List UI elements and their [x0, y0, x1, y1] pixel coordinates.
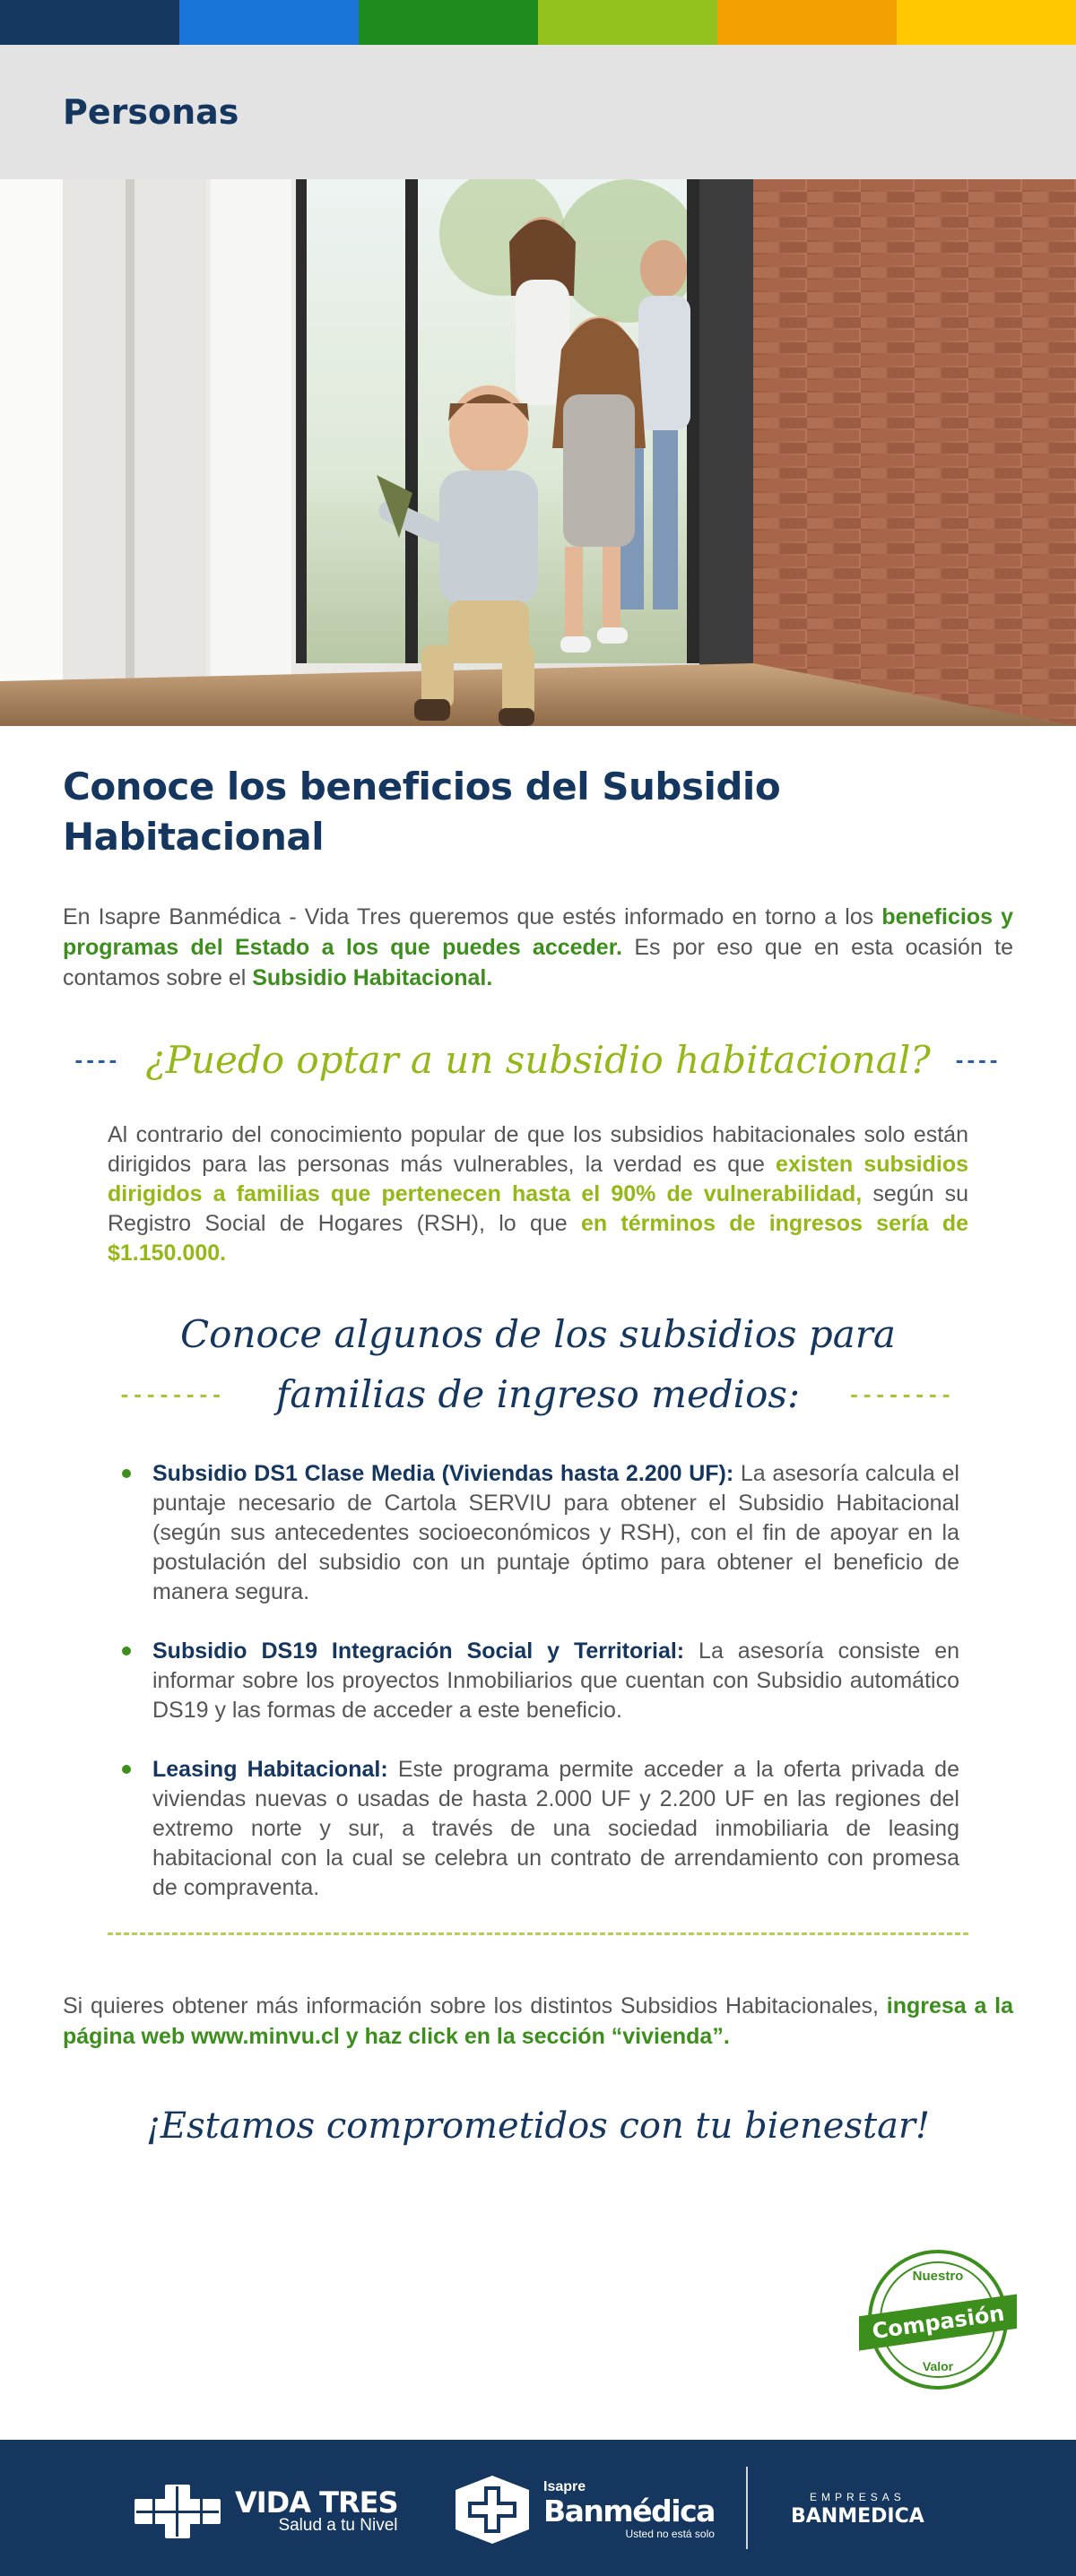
color-bar-segment — [717, 0, 897, 45]
vidatres-logo[interactable] — [134, 2485, 398, 2538]
subsidy-title: Leasing Habitacional: — [152, 1757, 388, 1782]
vidatres-wordmark — [235, 2485, 398, 2535]
subsidies-heading-row — [63, 1372, 1013, 1416]
family-photo-illustration — [0, 179, 1076, 726]
closing-text: Si quieres obtener más información sobre los distintos Subsidios Habitacionales, — [63, 1993, 887, 2018]
eligibility-highlight: en términos de ingresos sería de $1.150.000. — [108, 1211, 969, 1266]
list-item — [117, 1637, 959, 1725]
empresas-banmedica-logo[interactable] — [791, 2490, 924, 2529]
list-item — [117, 1459, 959, 1607]
color-bar-segment — [179, 0, 359, 45]
color-bar-segment — [359, 0, 538, 45]
decorative-dashes: ---- — [74, 1045, 121, 1073]
closing-paragraph — [63, 1991, 1013, 2052]
banmedica-title: Banmédica — [543, 2494, 715, 2528]
footer — [0, 2440, 1076, 2576]
eligibility-highlight: existen subsidios dirigidos a familias que pertenecen hasta el 90% de vulnerabilidad, — [108, 1152, 968, 1206]
intro-text: Es por eso que en esta ocasión te contamos sobre el — [63, 935, 1013, 990]
intro-highlight: Subsidio Habitacional. — [252, 965, 493, 990]
decorative-dashes: -------- — [850, 1380, 956, 1407]
eligibility-text: según su Registro Social de Hogares (RSH), lo que — [108, 1181, 969, 1236]
subsidy-title: Subsidio DS1 Clase Media (Viviendas hasta 2.200 UF): — [152, 1461, 734, 1486]
slogan: ¡Estamos comprometidos con tu bienestar! — [145, 2105, 931, 2147]
decorative-dashes: -------- — [120, 1380, 226, 1407]
banmedica-isapre: Isapre — [543, 2479, 586, 2494]
vidatres-cross-icon — [134, 2485, 221, 2538]
vidatres-tagline: Salud a tu Nivel — [278, 2516, 398, 2535]
list-item — [117, 1755, 959, 1903]
subsidy-text: La asesoría calcula el puntaje necesario de Cartola SERVIU para obtener el Subsidio Habitacional (según sus antecedentes socioeconómicos y RSH), con el fin de apoyar en la postulación del subsidio con un puntaje óptimo para obtener el beneficio de manera segura. — [152, 1461, 959, 1604]
header-band — [0, 45, 1076, 179]
color-bar-segment — [0, 0, 179, 45]
bullet-dot — [122, 1647, 131, 1655]
color-bar-segment — [897, 0, 1076, 45]
bullet-dot — [122, 1469, 131, 1478]
intro-highlight: beneficios y programas del Estado a los que puedes acceder. — [63, 904, 1013, 960]
header-title: Personas — [63, 92, 239, 132]
bullet-dot — [122, 1765, 131, 1774]
dashed-divider — [108, 1932, 968, 1935]
top-color-bar — [0, 0, 1076, 45]
empresas-label: EMPRESAS — [810, 2491, 906, 2503]
compassion-seal — [859, 2241, 1017, 2399]
banmedica-logo[interactable] — [452, 2474, 715, 2546]
vidatres-title: VIDA TRES — [235, 2485, 398, 2520]
seal-middle-text: Compasión — [870, 2300, 1006, 2345]
intro-text: En Isapre Banmédica - Vida Tres queremos que estés informado en torno a los — [63, 904, 882, 929]
article-content — [0, 762, 1076, 2147]
empresas-name: BANMEDICA — [791, 2505, 924, 2528]
question-heading: ¿Puedo optar a un subsidio habitacional? — [145, 1037, 931, 1082]
hero-image — [0, 179, 1076, 726]
subsidy-text: La asesoría consiste en informar sobre los proyectos Inmobiliarios que cuentan con Subsidio automático DS19 y las formas de acceder a este beneficio. — [152, 1638, 959, 1723]
eligibility-paragraph — [108, 1120, 968, 1268]
eligibility-text: Al contrario del conocimiento popular de que los subsidios habitacionales solo están dirigidos para las personas más vulnerables, la verdad es que — [108, 1122, 968, 1177]
color-bar-segment — [538, 0, 717, 45]
intro-paragraph — [63, 902, 1013, 993]
decorative-dashes: ---- — [955, 1045, 1002, 1073]
seal-badge-icon — [859, 2241, 1017, 2399]
banmedica-shield-icon — [452, 2474, 533, 2546]
subsidies-heading-line1: Conoce algunos de los subsidios para — [180, 1312, 896, 1356]
seal-top-text: Nuestro — [912, 2269, 964, 2284]
banmedica-tagline: Usted no está solo — [625, 2528, 715, 2540]
subsidy-title: Subsidio DS19 Integración Social y Territorial: — [152, 1638, 685, 1664]
banmedica-wordmark — [543, 2479, 715, 2540]
article-title: Conoce los beneficios del Subsidio Habitacional — [63, 765, 781, 859]
subsidies-heading-line2: familias de ingreso medios: — [275, 1372, 801, 1416]
subsidy-text: Este programa permite acceder a la oferta privada de viviendas nuevas o usadas de hasta 2.000 UF y 2.200 UF en las regiones del extremo norte y sur, a través de una sociedad inmobiliaria de leasing habitacional con la cual se celebra un contrato de arrendamiento con promesa de compraventa. — [152, 1757, 959, 1900]
subsidies-heading — [63, 1308, 1013, 1416]
question-heading-row — [63, 1033, 1013, 1086]
subsidies-list — [117, 1459, 959, 1903]
footer-separator — [746, 2467, 748, 2549]
seal-bottom-text: Valor — [922, 2359, 954, 2373]
minvu-link-text[interactable]: ingresa a la página web www.minvu.cl y haz click en la sección “vivienda”. — [63, 1993, 1013, 2049]
